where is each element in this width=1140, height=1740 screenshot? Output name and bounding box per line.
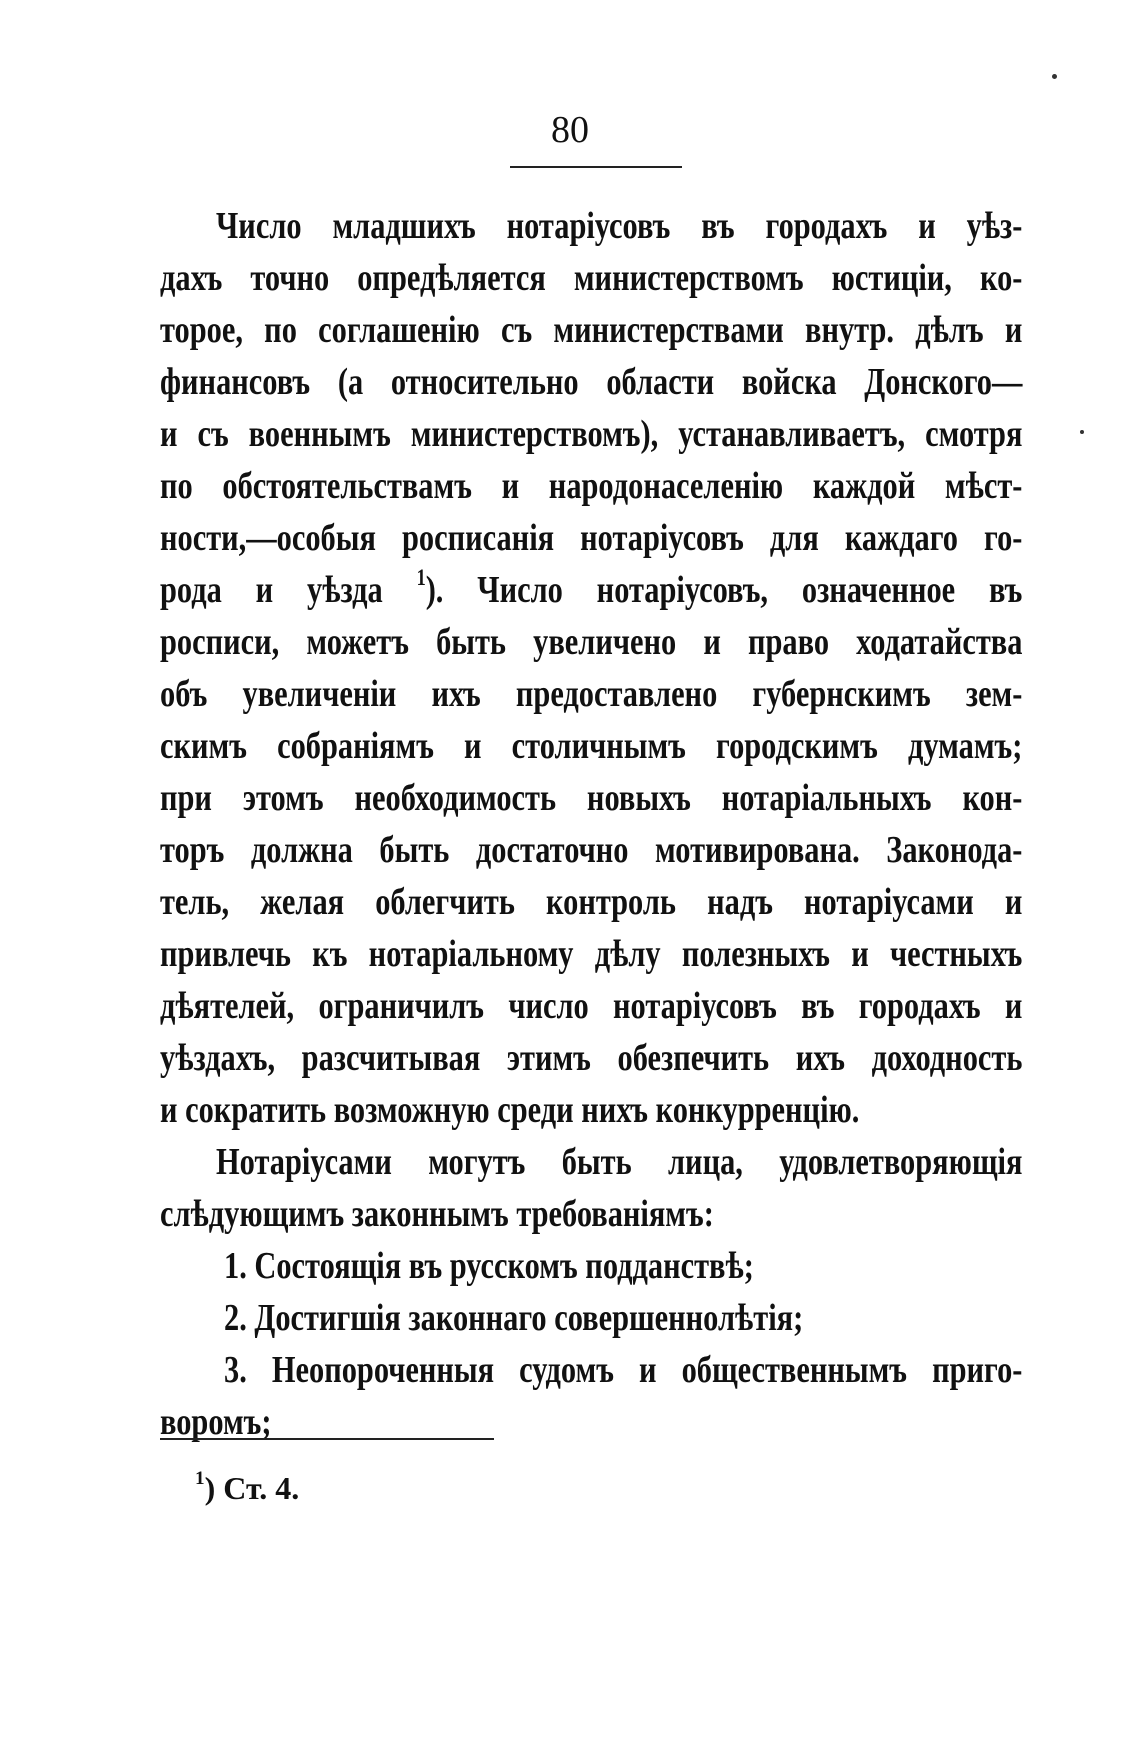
text-line: торое, по соглашенію съ министерствами внутр. дѣлъ и xyxy=(160,309,1023,351)
body-text xyxy=(160,200,1022,1448)
text-line: объ увеличеніи ихъ предоставлено губернскимъ зем- xyxy=(160,673,1023,715)
text-line: дѣятелей, ограничилъ число нотаріусовъ въ городахъ и xyxy=(160,985,1023,1027)
list-item-continuation: воромъ; xyxy=(160,1401,272,1443)
list-item: 2. Достигшія законнаго совершеннолѣтія; xyxy=(224,1297,804,1339)
page-number: 80 xyxy=(551,109,589,151)
footnote-text: ) Ст. 4. xyxy=(204,1470,300,1506)
header-rule xyxy=(510,166,682,168)
footnote-reference: 1 xyxy=(416,564,426,590)
text-line: и съ военнымъ министерствомъ), устанавливаетъ, смотря xyxy=(160,413,1023,455)
text-fragment: рода и уѣзда xyxy=(160,569,383,611)
text-line: и сократить возможную среди нихъ конкурренцію. xyxy=(160,1089,860,1131)
text-line: торъ должна быть достаточно мотивирована. Законода- xyxy=(160,829,1023,871)
text-line: тель, желая облегчить контроль надъ нотаріусами и xyxy=(160,881,1023,923)
text-line: Число младшихъ нотаріусовъ въ городахъ и уѣз- xyxy=(216,205,1023,247)
text-line: дахъ точно опредѣляется министерствомъ юстиціи, ко- xyxy=(160,257,1023,299)
text-line: привлечь къ нотаріальному дѣлу полезныхъ и честныхъ xyxy=(160,933,1023,975)
text-line: ности,—особыя росписанія нотаріусовъ для каждаго го- xyxy=(160,517,1023,559)
text-fragment: ). Число нотаріусовъ, означенное въ xyxy=(425,569,1023,611)
footnote xyxy=(195,1468,299,1508)
list-item: 1. Состоящія въ русскомъ подданствѣ; xyxy=(224,1245,754,1287)
text-line: слѣдующимъ законнымъ требованіямъ: xyxy=(160,1193,714,1235)
footnote-marker: 1 xyxy=(195,1468,205,1490)
text-line: Нотаріусами могутъ быть лица, удовлетворяющія xyxy=(216,1141,1023,1183)
list-item: 3. Неопороченныя судомъ и общественнымъ приго- xyxy=(224,1349,1023,1391)
text-line: росписи, можетъ быть увеличено и право ходатайства xyxy=(160,621,1023,663)
print-speck xyxy=(1080,430,1084,434)
text-line-with-footnote-ref xyxy=(160,564,1022,616)
text-line: скимъ собраніямъ и столичнымъ городскимъ думамъ; xyxy=(160,725,1023,767)
footnote-rule xyxy=(160,1438,494,1440)
text-line: финансовъ (а относительно области войска Донского— xyxy=(160,361,1023,403)
print-speck xyxy=(1052,74,1057,79)
text-line: по обстоятельствамъ и народонаселенію каждой мѣст- xyxy=(160,465,1023,507)
text-line: при этомъ необходимость новыхъ нотаріальныхъ кон- xyxy=(160,777,1023,819)
text-line: уѣздахъ, разсчитывая этимъ обезпечить ихъ доходность xyxy=(160,1037,1023,1079)
